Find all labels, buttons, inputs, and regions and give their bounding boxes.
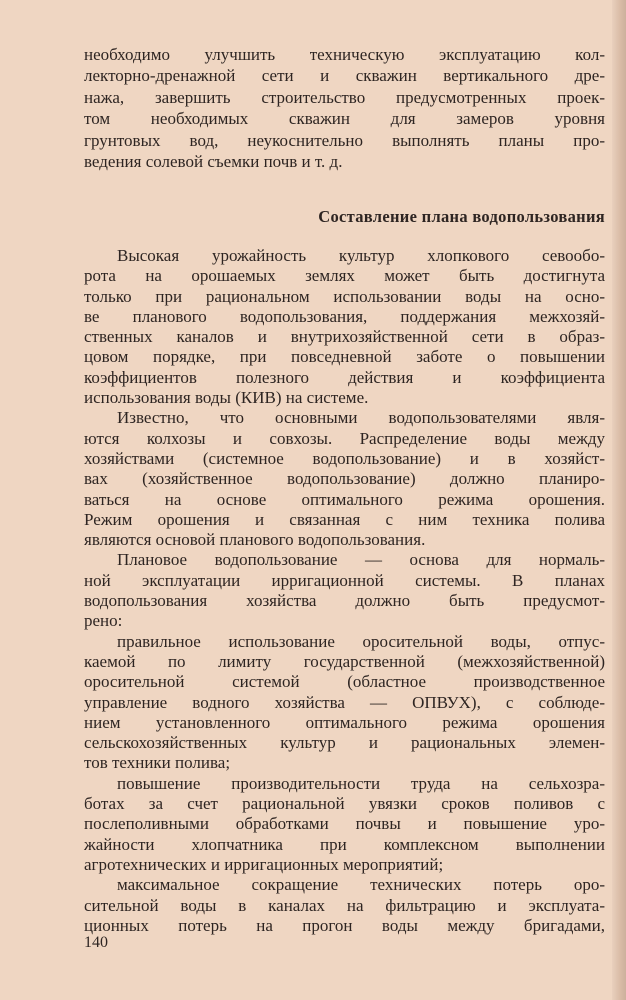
- text-line: жайности хлопчатника при комплексном выполнении: [84, 834, 605, 854]
- text-line: рота на орошаемых землях может быть достигнута: [84, 266, 605, 286]
- text-line: сительной воды в каналах на фильтрацию и эксплуата-: [84, 895, 605, 915]
- page-number: 140: [84, 934, 108, 951]
- text-line: использования воды (КИВ) на системе.: [84, 388, 369, 408]
- text-line: ботах за счет рациональной увязки сроков поливов с: [84, 794, 605, 814]
- text-line: вах (хозяйственное водопользование) должно планиро-: [84, 469, 605, 489]
- text-line: Плановое водопользование — основа для нормаль-: [117, 550, 605, 570]
- text-line: водопользования хозяйства должно быть предусмот-: [84, 591, 605, 611]
- text-line: ваться на основе оптимального режима орошения.: [84, 489, 605, 509]
- text-line: послеполивными обработками почвы и повышение уро-: [84, 814, 605, 834]
- text-line: нием установленного оптимального режима орошения: [84, 712, 605, 732]
- text-line: ве планового водопользования, поддержания межхозяй-: [84, 306, 605, 326]
- section-body: [84, 246, 605, 936]
- text-line: рено:: [84, 611, 123, 631]
- text-line: каемой по лимиту государственной (межхозяйственной): [84, 651, 605, 671]
- text-line: тов техники полива;: [84, 753, 231, 773]
- text-line: Режим орошения и связанная с ним техника полива: [84, 509, 605, 529]
- text-line: необходимо улучшить техническую эксплуатацию кол-: [84, 45, 605, 64]
- text-line: правильное использование оросительной воды, отпус-: [117, 631, 605, 651]
- text-line: агротехнических и ирригационных мероприятий;: [84, 854, 444, 874]
- text-line: повышение производительности труда на сельхозра-: [117, 773, 605, 793]
- text-line: хозяйствами (системное водопользование) и в хозяйст-: [84, 448, 605, 468]
- intro-paragraph-block: [84, 44, 605, 172]
- section-heading: Составление плана водопользования: [318, 207, 605, 226]
- text-line: сельскохозяйственных культур и рациональных элемен-: [84, 733, 605, 753]
- text-line: являются основой планового водопользования.: [84, 530, 426, 550]
- text-line: ются колхозы и совхозы. Распределение воды между: [84, 428, 605, 448]
- text-line: лекторно-дренажной сети и скважин вертикального дре-: [84, 66, 605, 86]
- text-line: том необходимых скважин для замеров уровня: [84, 109, 605, 129]
- text-line: цовом порядке, при повседневной заботе о повышении: [84, 347, 605, 367]
- text-line: нажа, завершить строительство предусмотренных проек-: [84, 87, 605, 107]
- text-line: грунтовых вод, неукоснительно выполнять планы про-: [84, 130, 605, 150]
- text-line: оросительной системой (областное производственное: [84, 672, 605, 692]
- text-line: максимальное сокращение технических потерь оро-: [117, 875, 605, 895]
- page-edge-shadow: [612, 0, 626, 1000]
- text-line: только при рациональном использовании воды на осно-: [84, 286, 605, 306]
- text-line: коэффициентов полезного действия и коэффициента: [84, 367, 605, 387]
- text-line: управление водного хозяйства — ОПВУХ), с соблюде-: [84, 692, 605, 712]
- text-line: ной эксплуатации ирригационной системы. В планах: [84, 570, 605, 590]
- text-line: ведения солевой съемки почв и т. д.: [84, 151, 343, 171]
- text-line: ственных каналов и внутрихозяйственной сети в образ-: [84, 327, 605, 347]
- text-line: Высокая урожайность культур хлопкового севообо-: [117, 246, 605, 265]
- text-line: Известно, что основными водопользователями явля-: [117, 408, 605, 428]
- text-line: ционных потерь на прогон воды между бригадами,: [84, 915, 605, 935]
